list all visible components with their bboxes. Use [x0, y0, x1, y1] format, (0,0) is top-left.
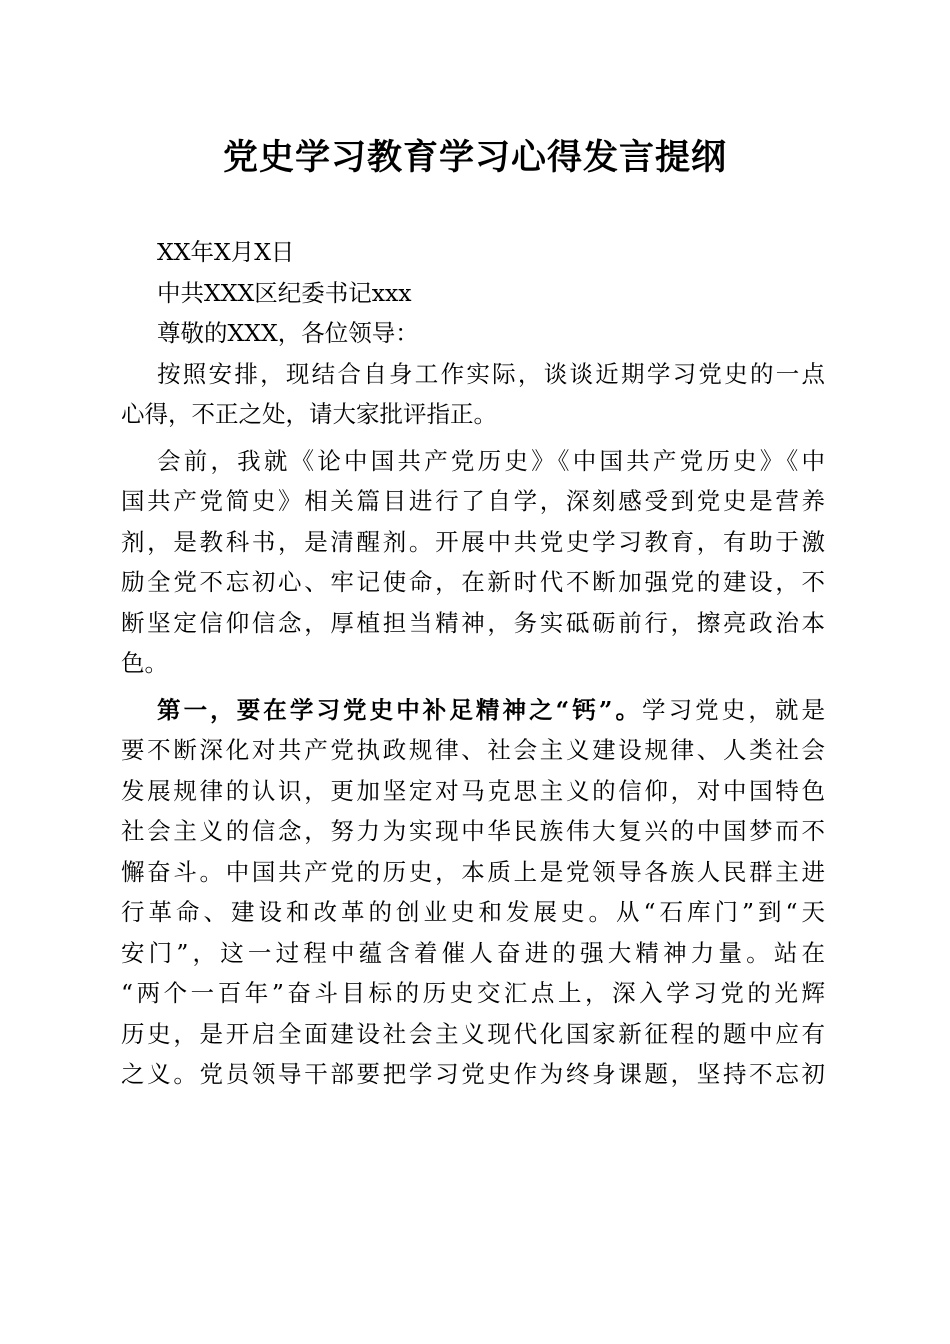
paragraph-line: 历史，是开启全面建设社会主义现代化国家新征程的题中应有	[121, 1019, 825, 1048]
paragraph-line: 安门”，这一过程中蕴含着催人奋进的强大精神力量。站在	[121, 938, 825, 967]
paragraph-line: 之义。党员领导干部要把学习党史作为终身课题，坚持不忘初	[121, 1060, 825, 1088]
paragraph-line	[121, 690, 825, 731]
paragraph-first-point	[121, 690, 825, 1095]
paragraph-line: 断坚定信仰信念，厚植担当精神，务实砥砺前行，擦亮政治本	[121, 608, 825, 637]
paragraph-line: 剂，是教科书，是清醒剂。开展中共党史学习教育，有助于激	[121, 527, 825, 556]
paragraph-line: 懈奋斗。中国共产党的历史，本质上是党领导各族人民群主进	[121, 857, 825, 886]
paragraph-line: 社会主义的信念，努力为实现中华民族伟大复兴的中国梦而不	[121, 817, 825, 845]
paragraph-line: 国共产党简史》相关篇目进行了自学，深刻感受到党史是营养	[121, 487, 825, 515]
paragraph-line: 按照安排，现结合自身工作实际，谈谈近期学习党史的一点	[157, 359, 825, 388]
section-heading-rest: 学习党史，就是	[642, 695, 825, 724]
section-heading: 第一，要在学习党史中补足精神之“钙”。	[157, 695, 643, 724]
paragraph-line: “两个一百年”奋斗目标的历史交汇点上，深入学习党的光辉	[121, 979, 825, 1007]
paragraph-line: 色。	[121, 649, 168, 677]
paragraph-line: 心得，不正之处，请大家批评指正。	[121, 400, 497, 428]
document-date: XX年X月X日	[157, 238, 295, 266]
document-speaker: 中共XXX区纪委书记xxx	[157, 278, 412, 307]
paragraph-line: 发展规律的认识，更加坚定对马克思主义的信仰，对中国特色	[121, 776, 825, 805]
paragraph-study	[121, 441, 825, 684]
document-body	[121, 232, 825, 1101]
paragraph-line: 行革命、建设和改革的创业史和发展史。从“石库门”到“天	[121, 898, 825, 926]
paragraph-intro	[121, 354, 825, 435]
paragraph-line: 会前，我就《论中国共产党历史》《中国共产党历史》《中	[157, 446, 825, 475]
paragraph-line: 要不断深化对共产党执政规律、社会主义建设规律、人类社会	[121, 736, 825, 764]
paragraph-line: 励全党不忘初心、牢记使命，在新时代不断加强党的建设，不	[121, 568, 825, 596]
document-title: 党史学习教育学习心得发言提纲	[222, 137, 727, 178]
document-salutation: 尊敬的XXX，各位领导：	[157, 319, 419, 347]
